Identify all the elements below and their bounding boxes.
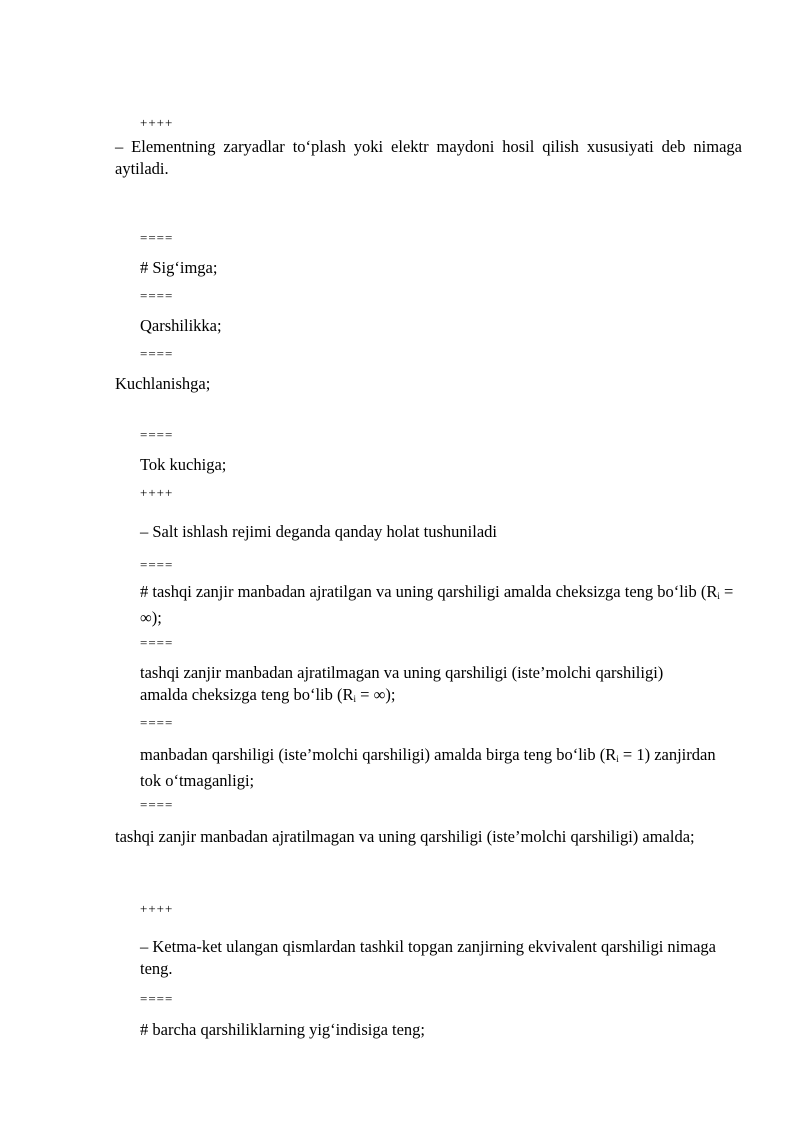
q2-answer-1-end: = ∞); — [140, 582, 734, 627]
q2-answer-1 — [140, 581, 740, 629]
q2-answer-2-end: = ∞); — [356, 685, 396, 704]
separator-equal-8: ==== — [140, 797, 174, 812]
separator-plus-3: ++++ — [140, 901, 174, 916]
separator-equal-2: ==== — [140, 288, 174, 303]
separator-equal-3: ==== — [140, 346, 174, 361]
separator-equal-7: ==== — [140, 715, 174, 730]
q1-answer-2: Qarshilikka; — [140, 316, 222, 335]
separator-equal-5: ==== — [140, 557, 174, 572]
question-3-text: – Ketma-ket ulangan qismlardan tashkil topgan zanjirning ekvivalent qarshiligi nimaga teng. — [140, 937, 716, 978]
q1-answer-4: Tok kuchiga; — [140, 455, 227, 474]
q2-answer-3-text: manbadan qarshiligi (iste’molchi qarshiligi) amalda birga teng bo‘lib (R — [140, 745, 617, 764]
separator-equal-9: ==== — [140, 991, 174, 1006]
q2-answer-3-subscript: i — [616, 754, 619, 764]
question-2-text: – Salt ishlash rejimi deganda qanday holat tushuniladi — [140, 522, 497, 541]
q2-answer-3-end: = 1) zanjirdan tok o‘tmaganligi; — [140, 745, 716, 790]
q2-answer-3 — [140, 744, 740, 792]
q2-answer-2 — [140, 662, 685, 710]
separator-equal-1: ==== — [140, 230, 174, 245]
separator-equal-6: ==== — [140, 635, 174, 650]
separator-plus-1: ++++ — [140, 115, 174, 130]
q2-answer-1-text: # tashqi zanjir manbadan ajratilgan va uning qarshiligi amalda cheksizga teng bo‘lib (R — [140, 582, 718, 601]
q2-answer-1-subscript: i — [717, 591, 720, 601]
q2-answer-4: tashqi zanjir manbadan ajratilmagan va uning qarshiligi (iste’molchi qarshiligi) amalda; — [115, 827, 695, 846]
q1-answer-3: Kuchlanishga; — [115, 374, 211, 393]
separator-plus-2: ++++ — [140, 485, 174, 500]
q2-answer-2-text: tashqi zanjir manbadan ajratilmagan va uning qarshiligi (iste’molchi qarshiligi) amalda cheksizga teng bo‘lib (R — [140, 663, 664, 704]
separator-equal-4: ==== — [140, 427, 174, 442]
q1-answer-1: # Sig‘imga; — [140, 258, 218, 277]
question-1-text: – Elementning zaryadlar to‘plash yoki elektr maydoni hosil qilish xususiyati deb nimaga aytiladi. — [115, 137, 742, 178]
q3-answer-1: # barcha qarshiliklarning yig‘indisiga teng; — [140, 1020, 426, 1039]
q2-answer-2-subscript: i — [353, 694, 357, 704]
